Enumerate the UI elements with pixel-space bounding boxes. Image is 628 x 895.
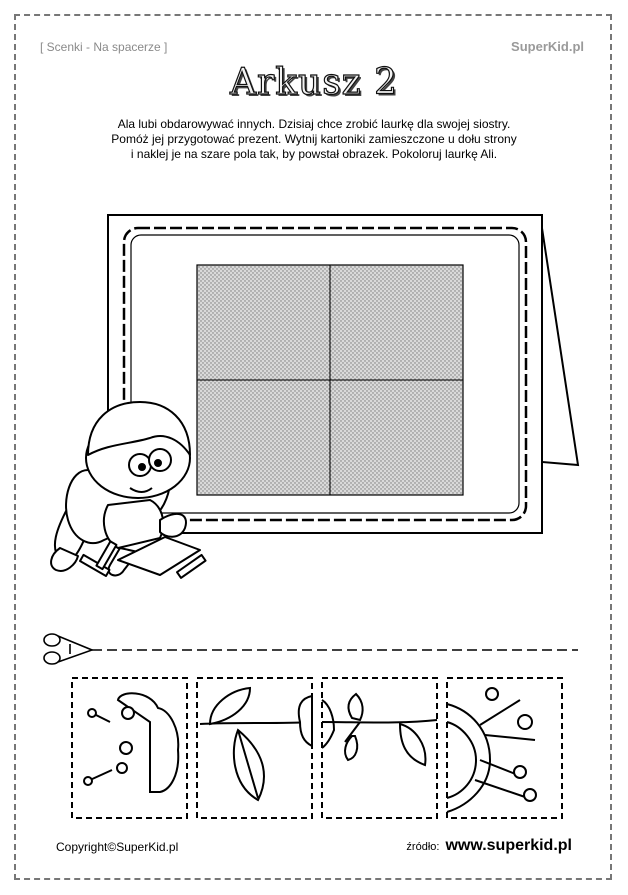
source-url[interactable]: www.superkid.pl [445,837,572,854]
scissors-icon [44,634,92,664]
instruction-line-3: i naklej je na szare pola tak, by powstał obrazek. Pokoloruj laurkę Ali. [130,147,498,161]
cutout-card-1[interactable] [72,678,187,818]
brand-logo[interactable]: SuperKid.pl [511,39,584,54]
source-label: źródło: [406,841,440,853]
source-credit [406,837,572,855]
page-title: Arkusz 2 [230,62,398,103]
instruction-line-2: Pomóż jej przygotować prezent. Wytnij kartoniki zamieszczone u dołu strony [111,132,517,146]
cutout-card-4[interactable] [447,678,562,818]
copyright: Copyright©SuperKid.pl [56,840,179,854]
cutout-card-2[interactable] [197,678,312,818]
target-grid[interactable] [197,265,463,495]
breadcrumb: [ Scenki - Na spacerze ] [40,40,168,54]
cutout-card-3[interactable] [322,678,437,818]
instruction-line-1: Ala lubi obdarowywać innych. Dzisiaj chce zrobić laurkę dla swojej siostry. [117,117,511,131]
